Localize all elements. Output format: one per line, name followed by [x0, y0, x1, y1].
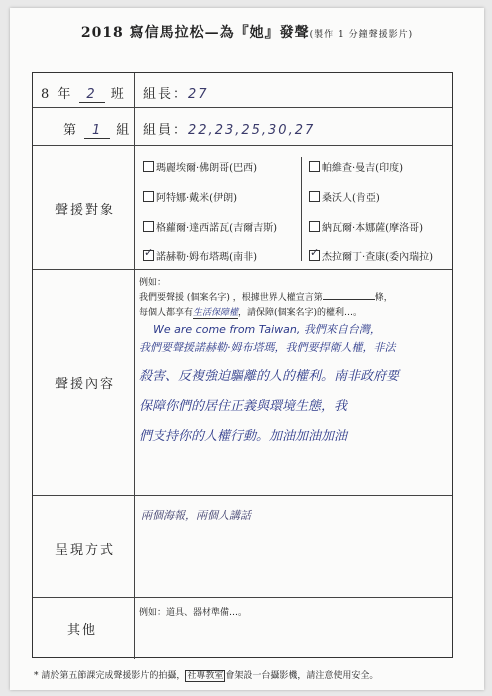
class-value: 2: [79, 87, 105, 103]
support-content-label: 聲援內容: [55, 377, 116, 392]
example-label: 例如：: [139, 278, 167, 288]
grade-label: 8 年: [41, 87, 73, 102]
other-label: 其他: [67, 623, 98, 638]
worksheet-page: [10, 8, 484, 690]
checkbox[interactable]: [309, 161, 320, 172]
row-divider: [33, 145, 452, 146]
option-item[interactable]: 格蘿爾·達西諾瓦(吉爾吉斯): [143, 219, 277, 234]
footer-note: * 請於第五節課完成聲援影片的拍攝， 社專教室 會架設一台攝影機，請注意使用安全。: [34, 671, 379, 681]
checkbox[interactable]: [309, 221, 320, 232]
row-divider: [33, 495, 452, 496]
class-label: 班: [110, 87, 126, 102]
column-divider: [134, 73, 135, 659]
option-item[interactable]: ✓諾赫勒·姆布塔瑪(南非): [143, 248, 257, 263]
checkbox-checked[interactable]: [309, 250, 320, 261]
title-text: 2018 寫信馬拉松—為『她』發聲: [80, 25, 310, 41]
checkbox[interactable]: [143, 191, 154, 202]
template-line-2: 每個人都享有生活保障權，請保障(個案名字)的權利…。: [139, 308, 363, 318]
leader-field: [143, 83, 209, 102]
handwriting-line: 我們要聲援諾赫勒·姆布塔瑪，我們要捍衛人權，非法: [139, 341, 396, 354]
form-table: [32, 72, 453, 658]
checkbox[interactable]: [143, 221, 154, 232]
row-divider: [33, 269, 452, 270]
handwriting-line: 們支持你的人權行動。加油加油加油: [139, 429, 348, 444]
row-divider: [33, 597, 452, 598]
page-title: [10, 22, 484, 42]
presentation-label: 呈現方式: [55, 543, 116, 558]
leader-value: 27: [188, 87, 209, 102]
row-divider: [33, 107, 452, 108]
presentation-value: 兩個海報，兩個人講話: [141, 509, 251, 522]
option-item[interactable]: 阿特娜·戴米(伊朗): [143, 189, 237, 204]
option-item[interactable]: ✓ 杰拉爾丁·查康(委內瑞拉): [309, 248, 433, 263]
group-prefix: 第: [63, 123, 79, 138]
option-item[interactable]: 瑪麗埃爾·佛朗哥(巴西): [143, 159, 257, 174]
support-target-label: 聲援對象: [55, 203, 116, 218]
option-item[interactable]: 納瓦爾·本娜薩(摩洛哥): [309, 219, 423, 234]
handwriting-line: 殺害、反複強迫驅離的人的權利。南非政府要: [139, 369, 400, 384]
handwriting-line: We are come from Taiwan, 我們來自台灣，: [153, 323, 381, 336]
members-value: 22,23,25,30,27: [188, 123, 316, 138]
checkbox[interactable]: [309, 191, 320, 202]
other-hint: 例如：道具、器材準備…。: [139, 608, 248, 618]
checkbox-checked[interactable]: [143, 250, 154, 261]
title-subtext: (製作 1 分鐘聲援影片): [309, 30, 414, 40]
members-label: 組員：: [143, 123, 189, 138]
members-field: [143, 119, 315, 138]
group-number: [63, 119, 131, 139]
grade-class: [41, 83, 126, 103]
template-line-1: 我們要聲援 (個案名字) ，根據世界人權宣言第 條，: [139, 293, 393, 303]
option-item[interactable]: 帕維查·曼吉(印度): [309, 159, 403, 174]
options-divider: [301, 157, 302, 261]
leader-label: 組長：: [143, 87, 189, 102]
group-value: 1: [84, 123, 110, 139]
checkbox[interactable]: [143, 161, 154, 172]
option-item[interactable]: 桑沃人(肯亞): [309, 189, 380, 204]
handwriting-line: 保障你們的居住正義與環境生態，我: [139, 399, 348, 414]
footer-boxed-word: 社專教室: [187, 671, 224, 681]
group-suffix: 組: [116, 123, 132, 138]
